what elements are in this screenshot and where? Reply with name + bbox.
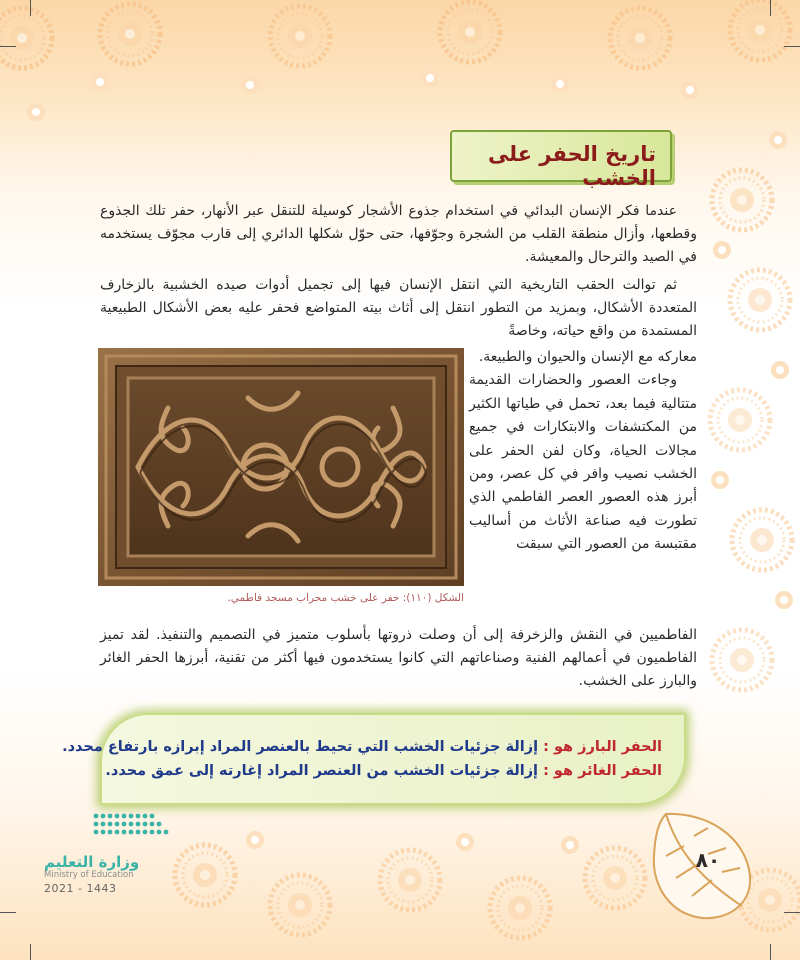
definition-text: إزالة جزئيات الخشب من العنصر المراد إغارته إلى عمق محدد. (105, 763, 539, 779)
side-column-text (469, 346, 697, 557)
definition-term: الحفر البارز هو : (543, 739, 662, 755)
crop-mark (784, 912, 800, 913)
paragraph-3-side-text: وجاءت العصور والحضارات القديمة متتالية فيما بعد، تحمل في طياتها الكثير من المكتشفات والابتكارات في جميع مجالات الحياة، وكان لفن الحفر على الخشب نصيب وافر في كل عصر، ومن أبرز هذه العصور العصر الفاطمي الذي تطورت فيه صناعة الأثاث من أساليب مقتبسة من العصور التي سبقت (469, 372, 697, 553)
crop-mark (0, 46, 16, 47)
section-title: تاريخ الحفر على الخشب (487, 142, 656, 190)
crop-mark (30, 0, 31, 16)
paragraph-3-full: الفاطميين في النقش والزخرفة إلى أن وصلت ذروتها بأسلوب متميز في التصميم والتنفيذ. لقد تميز الفاطميون في أعمالهم الفنية وصناعاتهم التي كانوا يستخدمون فيها أكثر من تقنية، أبرزها الحفر الغائر والبارز على الخشب. (100, 627, 697, 689)
section-title-box (450, 130, 672, 190)
paragraph-2-text: ثم توالت الحقب التاريخية التي انتقل الإنسان فيها إلى تجميل أدوات صيده الخشبية بالزخارف المتعددة الأشكال، وبمزيد من التطور انتقل إلى أثاث بيته المتواضع فحفر عليه بعض الأشكال الطبيعية المستمدة من واقع حياته، وخاصةً (100, 277, 697, 339)
crop-mark (0, 912, 16, 913)
paragraph-3-side (469, 369, 697, 556)
definition-term: الحفر الغائر هو : (543, 763, 662, 779)
crop-mark (30, 944, 31, 960)
ministry-logo-icon (44, 808, 174, 848)
crop-mark (770, 0, 771, 16)
definition-relief (62, 739, 662, 755)
crop-mark (784, 46, 800, 47)
page-number: ٨٠ (695, 848, 721, 872)
crop-mark (770, 944, 771, 960)
paragraph-1-text: عندما فكر الإنسان البدائي في استخدام جذوع الأشجار كوسيلة للتنقل عبر الأنهار، حفر تلك الجذوع وقطعها، وأزال منطقة القلب من الشجرة وجوّفها، حتى حوّل شكلها الدائري إلى قارب مجوّف يستخدمه في الصيد والترحال والمعيشة. (100, 203, 697, 265)
definitions-box (62, 713, 686, 805)
figure-caption: الشكل (١١٠): حفر على خشب محراب مسجد فاطمي. (227, 592, 464, 604)
carved-wood-panel-image (98, 348, 464, 586)
definition-text: إزالة جزئيات الخشب التي تحيط بالعنصر المراد إبرازه بارتفاع محدد. (62, 739, 539, 755)
ministry-name-english: Ministry of Education (44, 870, 134, 880)
paragraph-2-continuation: معاركه مع الإنسان والحيوان والطبيعة. (478, 349, 697, 365)
definition-engraving (105, 763, 662, 779)
paragraph-1 (100, 200, 697, 269)
ministry-year: 2021 - 1443 (44, 882, 117, 895)
paragraph-2 (100, 274, 697, 343)
ministry-name-arabic: وزارة التعليم (44, 853, 140, 871)
